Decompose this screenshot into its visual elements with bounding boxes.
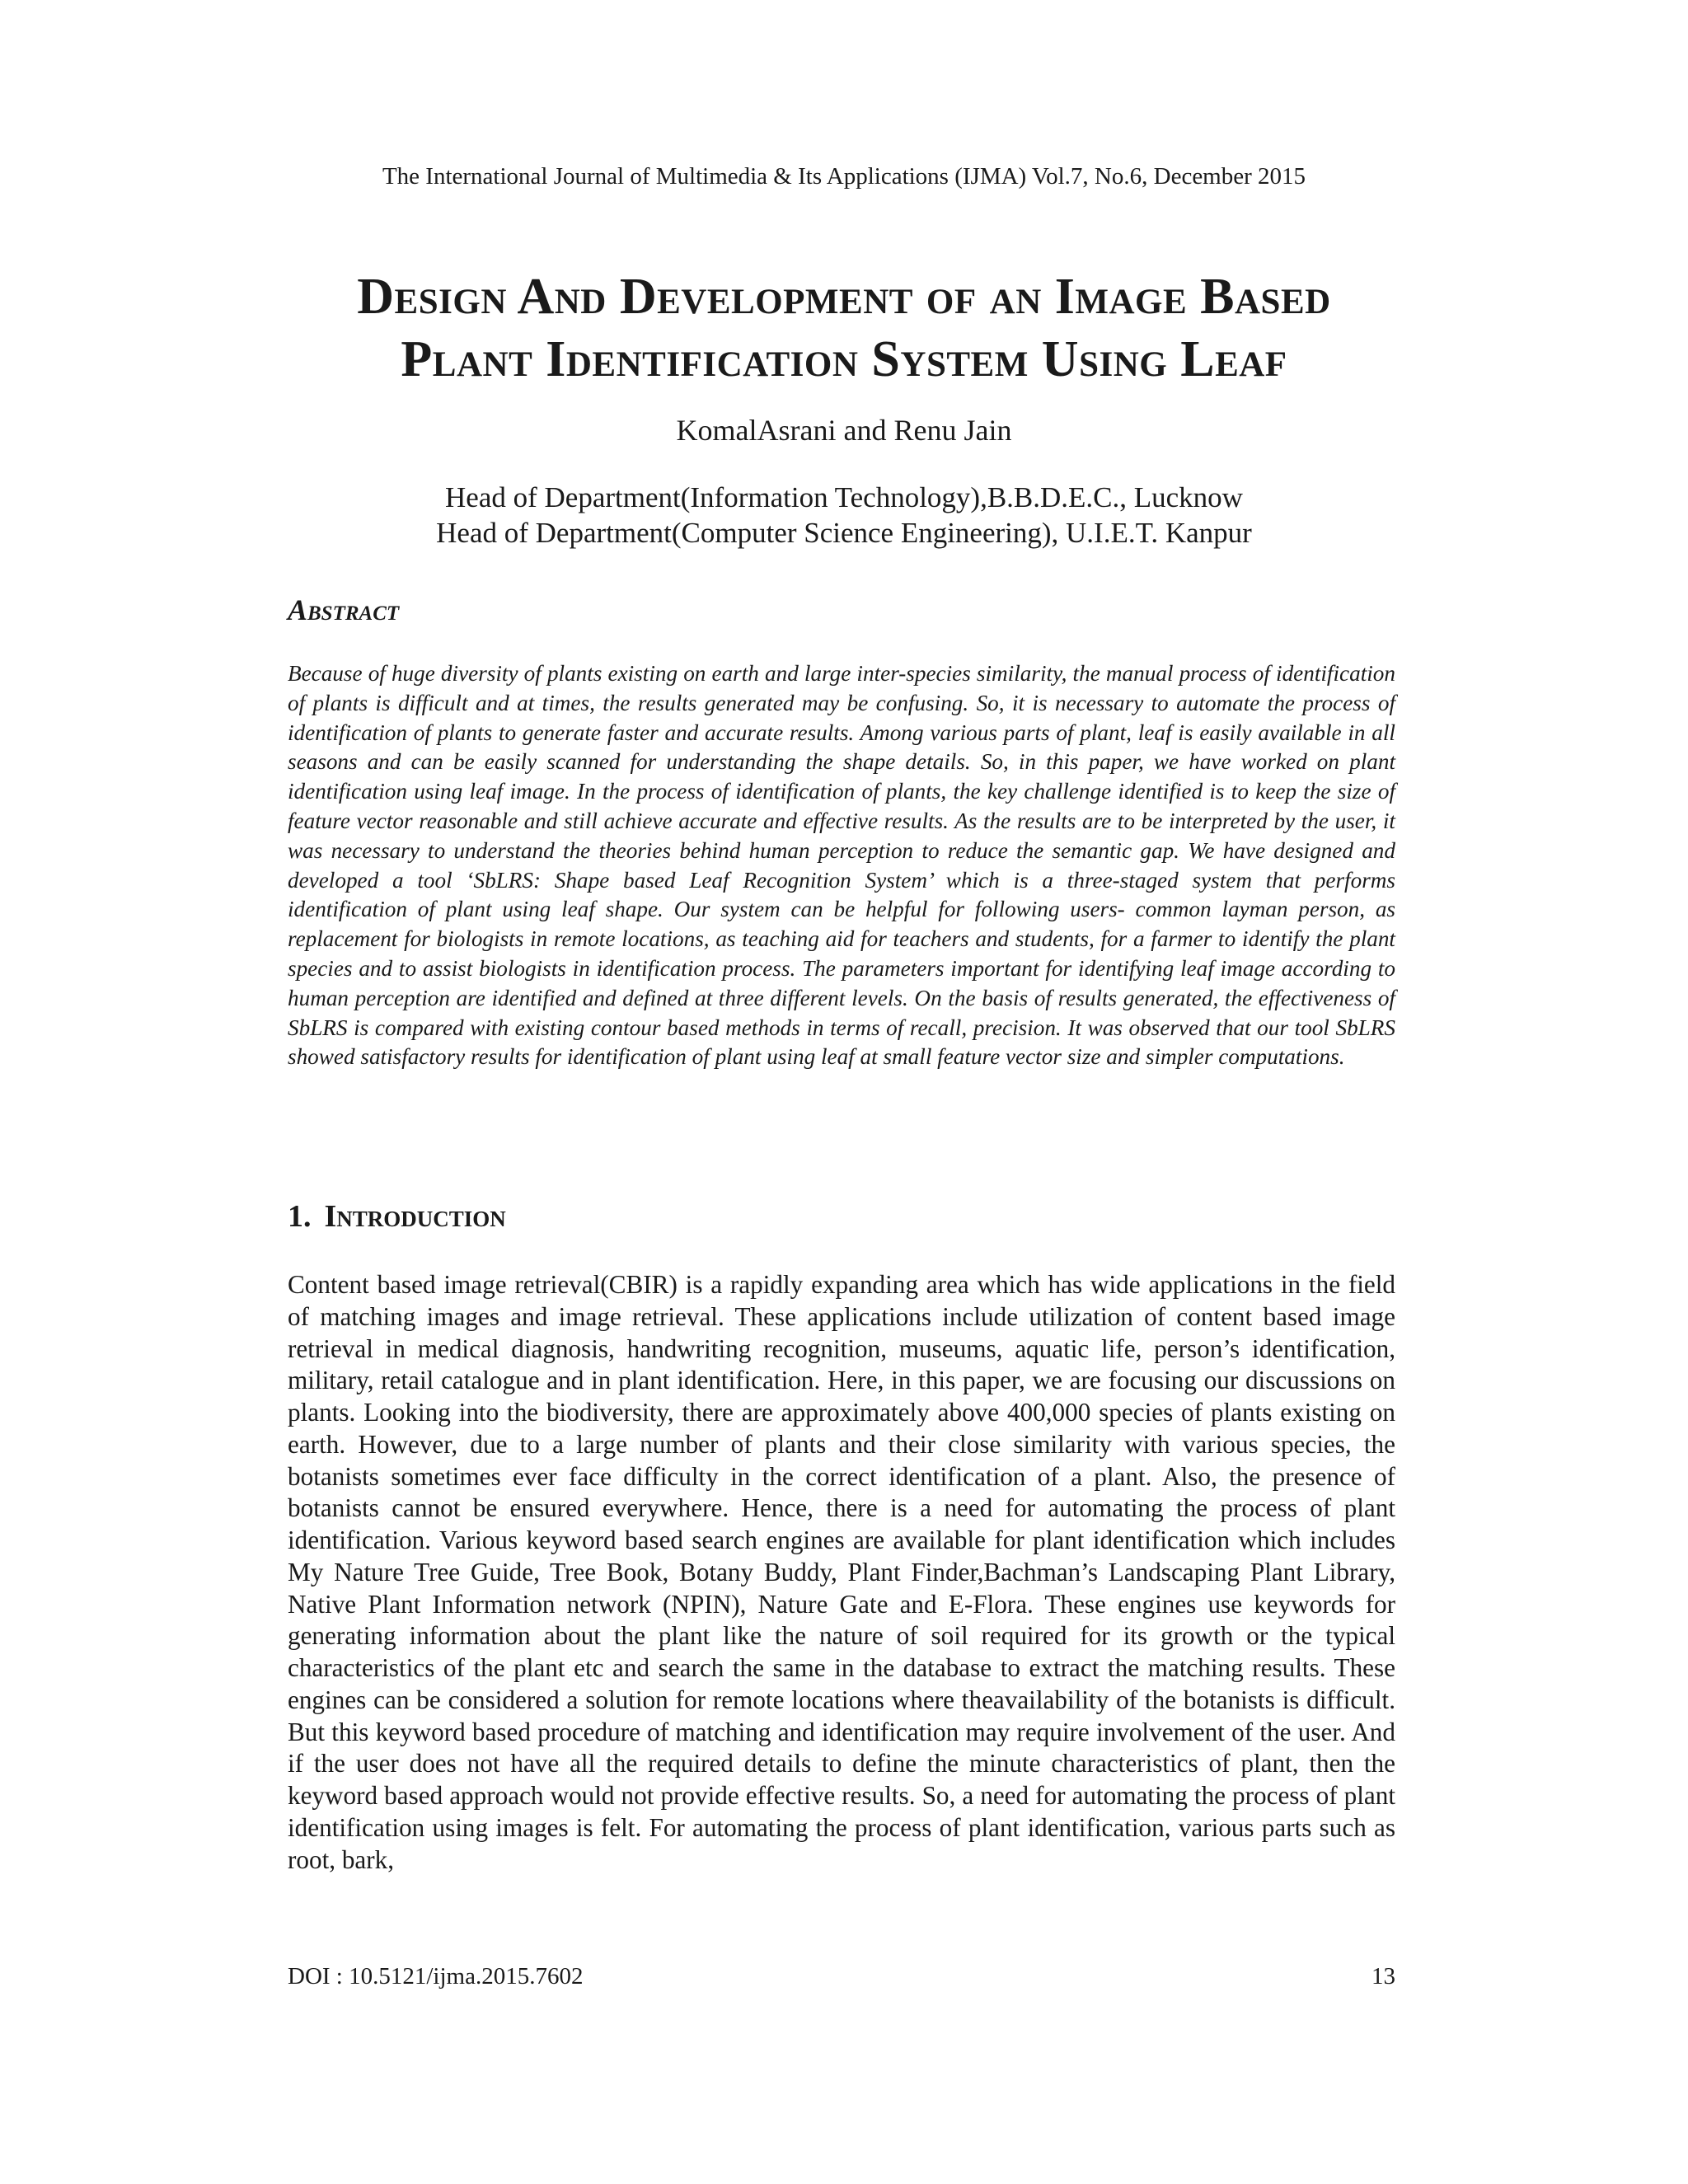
paper-title-line-1: Design And Development of an Image Based [357,269,1331,325]
abstract-heading: Abstract [288,593,400,626]
section-title: Introduction [324,1199,506,1234]
running-header: The International Journal of Multimedia & Its Applications (IJMA) Vol.7, No.6, December 2015 [382,163,1306,190]
introduction-text: Content based image retrieval(CBIR) is a rapidly expanding area which has wide applications in the field of matching images and image retrieval. These applications include utilization of content based image retrieval in medical diagnosis, handwriting recognition, museums, aquatic life, person’s identification, military, retail catalogue and in plant identification. Here, in this paper, we are focusing our discussions on plants. Looking into the biodiversity, there are approximately above 400,000 species of plants existing on earth. However, due to a large number of plants and their close similarity with various species, the botanists sometimes ever face difficulty in the correct identification of a plant. Also, the presence of botanists cannot be ensured everywhere. Hence, there is a need for automating the process of plant identification. Various keyword based search engines are available for plant identification which includes My Nature Tree Guide, Tree Book, Botany Buddy, Plant Finder,Bachman’s Landscaping Plant Library, Native Plant Information network (NPIN), Nature Gate and E-Flora. These engines use keywords for generating information about the plant like the nature of soil required for its growth or the typical characteristics of the plant etc and search the same in the database to extract the matching results. These engines can be considered a solution for remote locations where theavailability of the botanists is difficult. But this keyword based procedure of matching and identification may require involvement of the user. And if the user does not have all the required details to define the minute characteristics of plant, then the keyword based approach would not provide effective results. So, a need for automating the process of plant identification using images is felt. For automating the process of plant identification, various parts such as root, bark, [288,1270,1395,1874]
paper-title-line-2: Plant Identification System Using Leaf [401,331,1287,387]
affiliation-1: Head of Department(Information Technology),B.B.D.E.C., Lucknow [445,481,1243,513]
abstract-text: Because of huge diversity of plants existing on earth and large inter-species similarity, the manual process of identification of plants is difficult and at times, the results generated may be confusing. So, it is necessary to automate the process of identification of plants to generate faster and accurate results. Among various parts of plant, leaf is easily available in all seasons and can be easily scanned for understanding the shape details. So, in this paper, we have worked on plant identification using leaf image. In the process of identification of plants, the key challenge identified is to keep the size of feature vector reasonable and still achieve accurate and effective results. As the results are to be interpreted by the user, it was necessary to understand the theories behind human perception to reduce the semantic gap. We have designed and developed a tool ‘SbLRS: Shape based Leaf Recognition System’ which is a three-staged system that performs identification of plant using leaf shape. Our system can be helpful for following users- common layman person, as replacement for biologists in remote locations, as teaching aid for teachers and students, for a farmer to identify the plant species and to assist biologists in identification process. The parameters important for identifying leaf image according to human perception are identified and defined at three different levels. On the basis of results generated, the effectiveness of SbLRS is compared with existing contour based methods in terms of recall, precision. It was observed that our tool SbLRS showed satisfactory results for identification of plant using leaf at small feature vector size and simpler computations. [288,661,1395,1070]
paper-title [206,265,1482,391]
affiliation-2: Head of Department(Computer Science Engineering), U.I.E.T. Kanpur [436,517,1252,549]
doi-footer: DOI : 10.5121/ijma.2015.7602 [288,1963,584,1990]
affiliations [0,480,1688,551]
section-heading-introduction [288,1197,506,1235]
page-number: 13 [1372,1963,1395,1990]
author-list: KomalAsrani and Renu Jain [676,414,1012,447]
section-number: 1. [288,1199,312,1234]
